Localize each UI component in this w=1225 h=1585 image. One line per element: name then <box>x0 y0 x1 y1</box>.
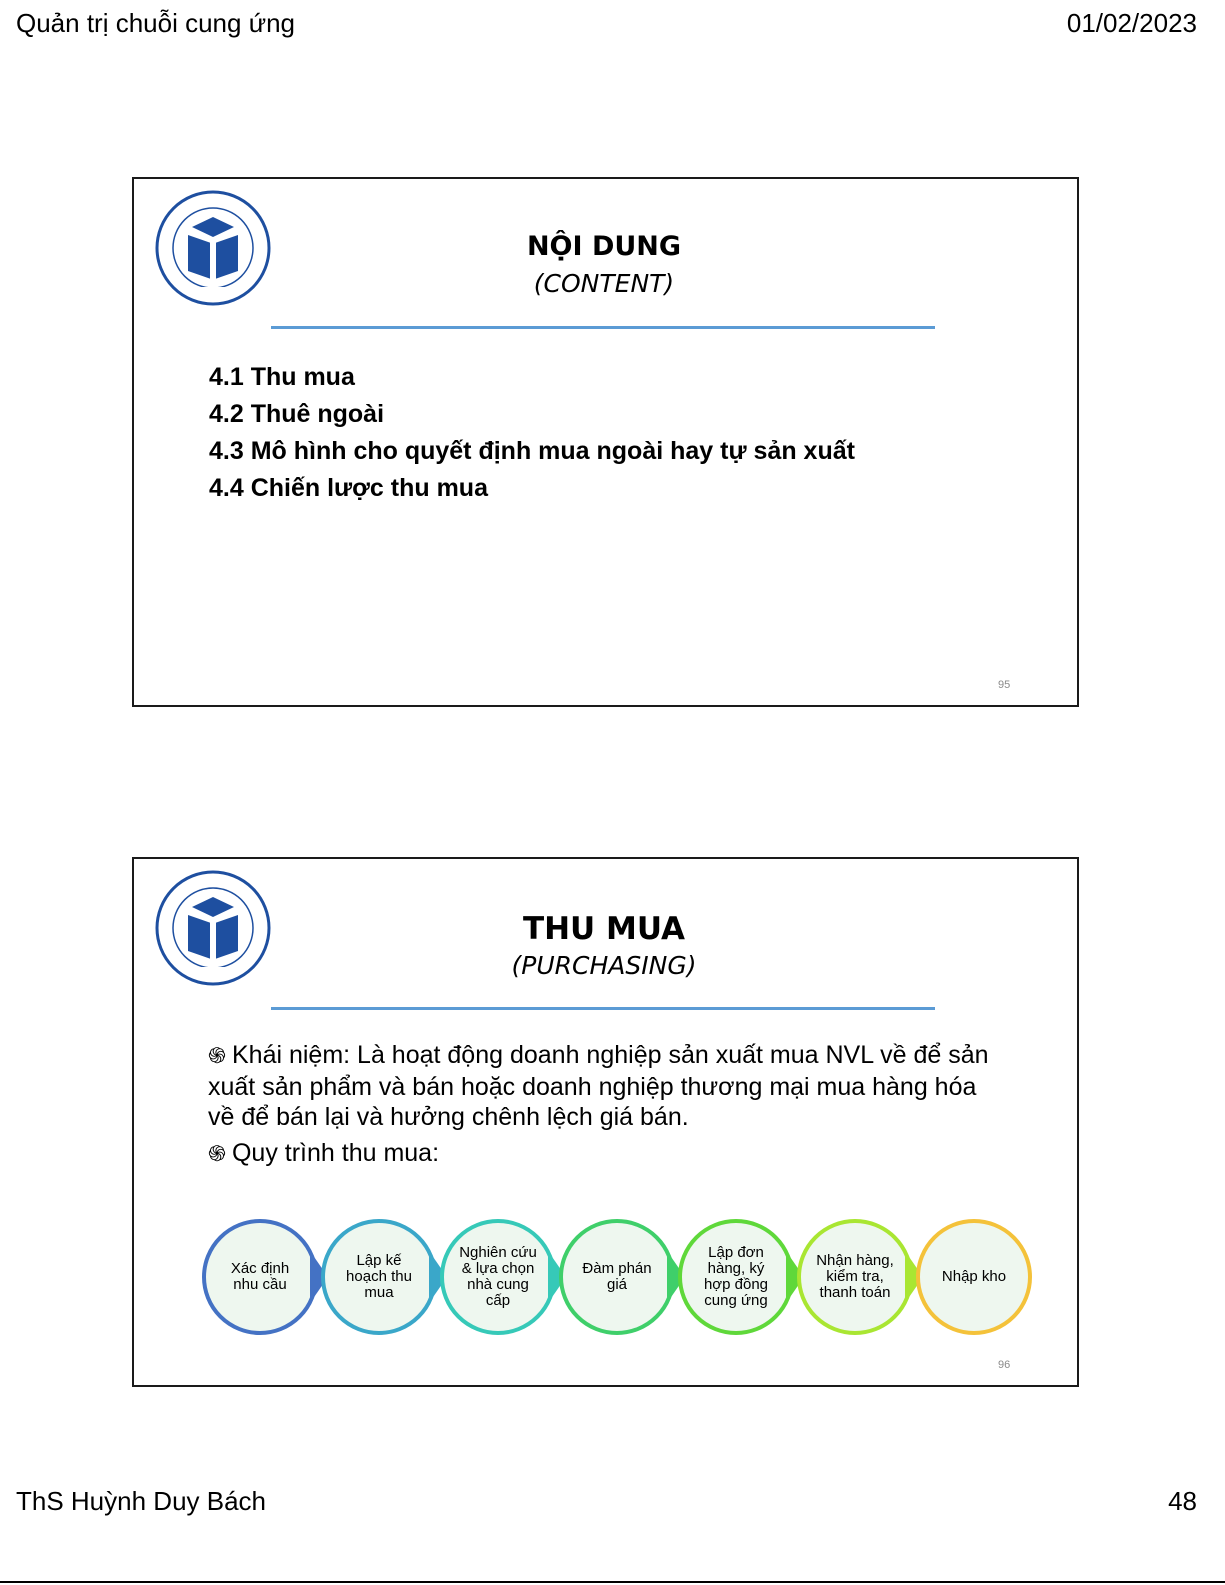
content-list <box>209 359 855 507</box>
process-heading <box>208 1138 1008 1170</box>
process-step-label: Đàm phán giá <box>582 1260 652 1293</box>
process-step-label: Xác định nhu cầu <box>230 1260 290 1293</box>
header-course: Quản trị chuỗi cung ứng <box>16 8 296 38</box>
slide-subtitle: (CONTENT) <box>533 269 675 298</box>
slide-title: THU MUA <box>522 911 686 947</box>
process-step-label: Nhập kho <box>941 1268 1007 1285</box>
process-step-label: Lập đơn hàng, ký hợp đồng cung ứng <box>703 1244 769 1309</box>
bottom-divider <box>0 1581 1225 1583</box>
process-step-label: Nghiên cứu & lựa chọn nhà cung cấp <box>459 1244 537 1309</box>
title-divider <box>271 326 935 329</box>
header-date: 01/02/2023 <box>1066 8 1197 38</box>
slide-page-number: 96 <box>998 1359 1011 1371</box>
title-divider <box>271 1007 935 1010</box>
slide-subtitle: (PURCHASING) <box>511 951 697 980</box>
slide-purchasing <box>132 857 1079 1387</box>
content-item: 4.2 Thuê ngoài <box>209 400 385 428</box>
content-item: 4.4 Chiến lược thu mua <box>209 474 488 502</box>
footer-page-number: 48 <box>1168 1486 1197 1516</box>
process-heading-text: Quy trình thu mua: <box>231 1139 440 1167</box>
footer-author: ThS Huỳnh Duy Bách <box>16 1486 267 1516</box>
swirl-bullet-icon: ֍ <box>208 1142 226 1167</box>
content-item: 4.3 Mô hình cho quyết định mua ngoài hay tự sản xuất <box>209 437 855 465</box>
slide-title: NỘI DUNG <box>526 231 682 262</box>
concept-text: Khái niệm: Là hoạt động doanh nghiệp sản xuất mua NVL về để sản xuất sản phẩm và bán hoặc doanh nghiệp thương mại mua hàng hóa về để bán lại và hưởng chênh lệch giá bán. <box>208 1041 989 1131</box>
slide-content <box>132 177 1079 707</box>
content-item: 4.1 Thu mua <box>209 363 355 391</box>
process-step-label: Lập kế hoạch thu mua <box>346 1252 412 1301</box>
purchasing-process-flow <box>202 1219 1042 1339</box>
swirl-bullet-icon: ֍ <box>208 1044 226 1069</box>
concept-paragraph <box>208 1040 1008 1132</box>
slide-page-number: 95 <box>998 679 1011 691</box>
process-step-label: Nhận hàng, kiểm tra, thanh toán <box>816 1252 894 1301</box>
